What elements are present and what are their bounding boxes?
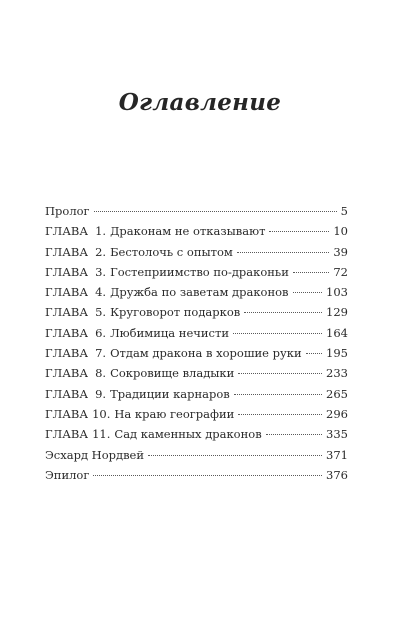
toc-entry-title: Драконам не отказывают (110, 224, 266, 239)
dot-leader (266, 434, 322, 435)
toc-entry-label: ГЛАВА (45, 224, 89, 239)
toc-entry-number: 6. (95, 325, 107, 340)
toc-entry-label: ГЛАВА (45, 427, 89, 442)
toc-entry-title: Дружба по заветам драконов (110, 285, 289, 300)
toc-entry-number: 2. (95, 244, 107, 259)
toc-entry-chapter-3[interactable] (45, 265, 348, 285)
toc-entry-title: Сокровище владыки (110, 366, 235, 381)
toc-entry-number: 4. (95, 285, 107, 300)
dot-leader (244, 312, 322, 313)
dot-leader (237, 252, 329, 253)
toc-entry-number: 9. (95, 386, 107, 401)
toc-entry-label: Эсхард Нордвей (45, 447, 145, 462)
toc-entry-chapter-5[interactable] (45, 305, 348, 325)
toc-entry-label: ГЛАВА (45, 305, 89, 320)
toc-entry-page: 103 (326, 285, 348, 300)
toc-entry-title: На краю географии (114, 406, 235, 421)
toc-entry-label: ГЛАВА (45, 366, 89, 381)
dot-leader (269, 231, 329, 232)
toc-entry-number: 8. (95, 366, 107, 381)
toc-entry-number: 1. (95, 224, 107, 239)
page-title: Оглавление (118, 89, 282, 116)
dot-leader (306, 353, 322, 354)
toc-entry-chapter-7[interactable] (45, 346, 348, 366)
toc-entry-number: 11. (92, 427, 111, 442)
toc-entry-label: Пролог (45, 204, 90, 218)
toc-entry-label: ГЛАВА (45, 346, 89, 361)
toc-entry-chapter-8[interactable] (45, 366, 348, 386)
toc-entry-page: 376 (326, 467, 348, 482)
toc-entry-page: 296 (326, 406, 348, 421)
toc-entry-label: ГЛАВА (45, 244, 89, 259)
dot-leader (94, 211, 337, 212)
toc-entry-page: 5 (340, 204, 348, 218)
toc-entry-page: 265 (326, 386, 348, 401)
toc-entry-chapter-9[interactable] (45, 387, 348, 407)
toc-entry-page: 39 (333, 244, 348, 259)
toc-entry-title: Гостеприимство по-драконьи (110, 264, 289, 279)
dot-leader (238, 414, 322, 415)
toc-entry-number: 10. (92, 406, 111, 421)
toc-entry-title: Сад каменных драконов (114, 427, 262, 442)
dot-leader (148, 455, 322, 456)
toc-entry-page: 10 (333, 224, 348, 239)
toc-entry-chapter-2[interactable] (45, 245, 348, 265)
toc-entry-chapter-11[interactable] (45, 427, 348, 447)
toc-entry-label: ГЛАВА (45, 264, 89, 279)
toc-entry-title: Отдам дракона в хорошие руки (110, 346, 302, 361)
toc-entry-number: 7. (95, 346, 107, 361)
toc-entry-title: Бестолочь с опытом (110, 244, 233, 259)
toc-entry-label: ГЛАВА (45, 406, 89, 421)
toc-entry-number: 5. (95, 305, 107, 320)
dot-leader (233, 333, 322, 334)
toc-entry-title: Традиции карнаров (110, 386, 230, 401)
toc-entry-page: 233 (326, 366, 348, 381)
toc-entry-page: 164 (326, 325, 348, 340)
toc-entry-page: 129 (326, 305, 348, 320)
toc-entry-prologue[interactable] (45, 204, 348, 224)
toc-entry-label: ГЛАВА (45, 386, 89, 401)
toc-entry-chapter-1[interactable] (45, 224, 348, 244)
toc-entry-number: 3. (95, 264, 107, 279)
toc-entry-title: Круговорот подарков (110, 305, 241, 320)
toc-entry-chapter-4[interactable] (45, 285, 348, 305)
toc-entry-chapter-10[interactable] (45, 407, 348, 427)
toc-entry-label: ГЛАВА (45, 285, 89, 300)
toc-entry-page: 195 (326, 346, 348, 361)
toc-entry-label: Эпилог (45, 467, 90, 482)
toc-entry-label: ГЛАВА (45, 325, 89, 340)
toc-entry-page: 72 (333, 264, 348, 279)
toc-entry-epilogue[interactable] (45, 468, 348, 488)
toc-entry-chapter-6[interactable] (45, 326, 348, 346)
toc-entry-page: 335 (326, 427, 348, 442)
dot-leader (238, 373, 322, 374)
dot-leader (293, 272, 330, 273)
toc-entry-page: 371 (326, 447, 348, 462)
toc-entry-eskhard-nordvey[interactable] (45, 448, 348, 468)
dot-leader (293, 292, 323, 293)
dot-leader (234, 394, 322, 395)
table-of-contents (45, 204, 348, 488)
dot-leader (93, 475, 322, 476)
toc-entry-title: Любимица нечисти (110, 325, 229, 340)
